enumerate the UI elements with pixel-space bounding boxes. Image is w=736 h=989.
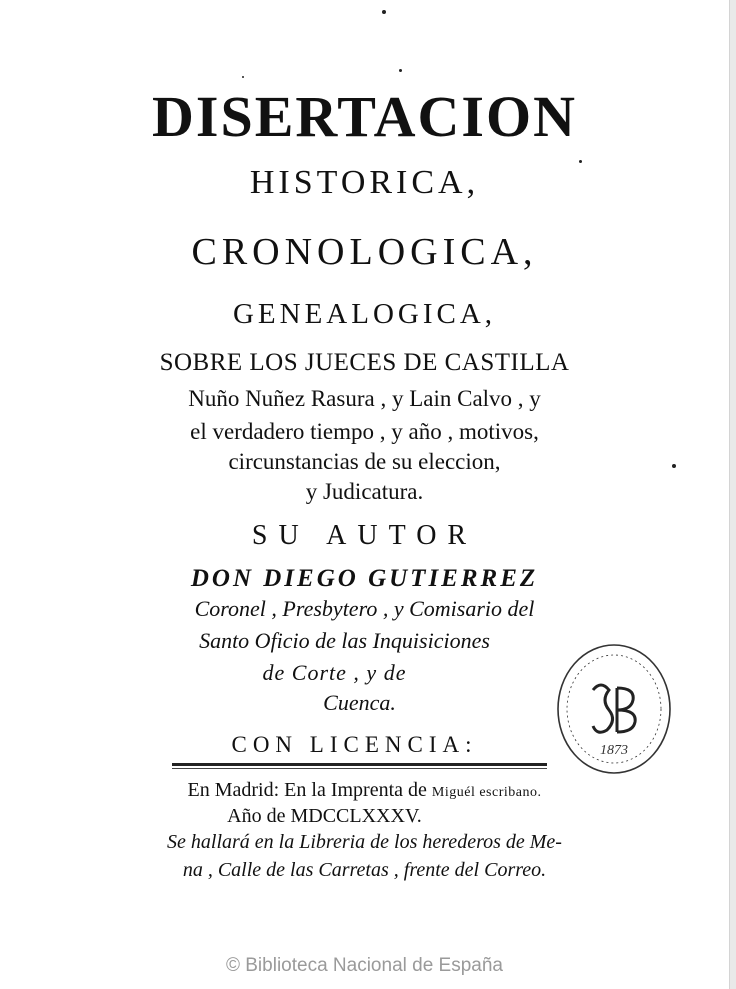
title-historica: HISTORICA,: [249, 164, 480, 201]
author-description: Coronel , Presbytero , y Comisario del: [194, 596, 535, 621]
ink-speck: [382, 10, 386, 14]
copyright-footer: © Biblioteca Nacional de España: [225, 955, 503, 976]
subject-line: circunstancias de su eleccion,: [228, 449, 501, 474]
title-disertacion: DISERTACION: [152, 84, 577, 149]
stamp-year: 1873: [600, 743, 628, 758]
library-seal-icon: [555, 642, 673, 776]
author-description: de Corte , y de: [262, 660, 407, 685]
title-genealogica: GENEALOGICA,: [232, 298, 497, 330]
subject-line: y Judicatura.: [305, 479, 424, 504]
author-description: Cuenca.: [323, 690, 396, 715]
ink-speck: [399, 69, 402, 72]
printer-name: Miguél escribano.: [431, 785, 542, 800]
subject-line: el verdadero tiempo , y año , motivos,: [190, 419, 539, 444]
author-description: Santo Oficio de las Inquisiciones: [199, 628, 490, 653]
ink-speck: [579, 160, 582, 163]
printers-rule: [172, 763, 547, 766]
license-line: CON LICENCIA:: [231, 732, 478, 757]
title-cronologica: CRONOLOGICA,: [191, 231, 538, 273]
subject-line: SOBRE LOS JUECES DE CASTILLA: [159, 349, 570, 376]
imprint-line: [0, 780, 729, 800]
author-heading: SU AUTOR: [251, 520, 478, 551]
printers-rule-thin: [172, 768, 547, 769]
subject-line: Nuño Nuñez Rasura , y Lain Calvo , y: [188, 386, 541, 411]
author-name: DON DIEGO GUTIERREZ: [190, 565, 539, 592]
sale-line: Se hallará en la Libreria de los herederos de Me-: [167, 831, 562, 853]
ink-speck: [242, 76, 244, 78]
sale-line: na , Calle de las Carretas , frente del Correo.: [182, 859, 547, 881]
imprint-text: En Madrid: En la Imprenta de: [187, 779, 432, 801]
imprint-year: Año de MDCCLXXXV.: [227, 805, 422, 827]
